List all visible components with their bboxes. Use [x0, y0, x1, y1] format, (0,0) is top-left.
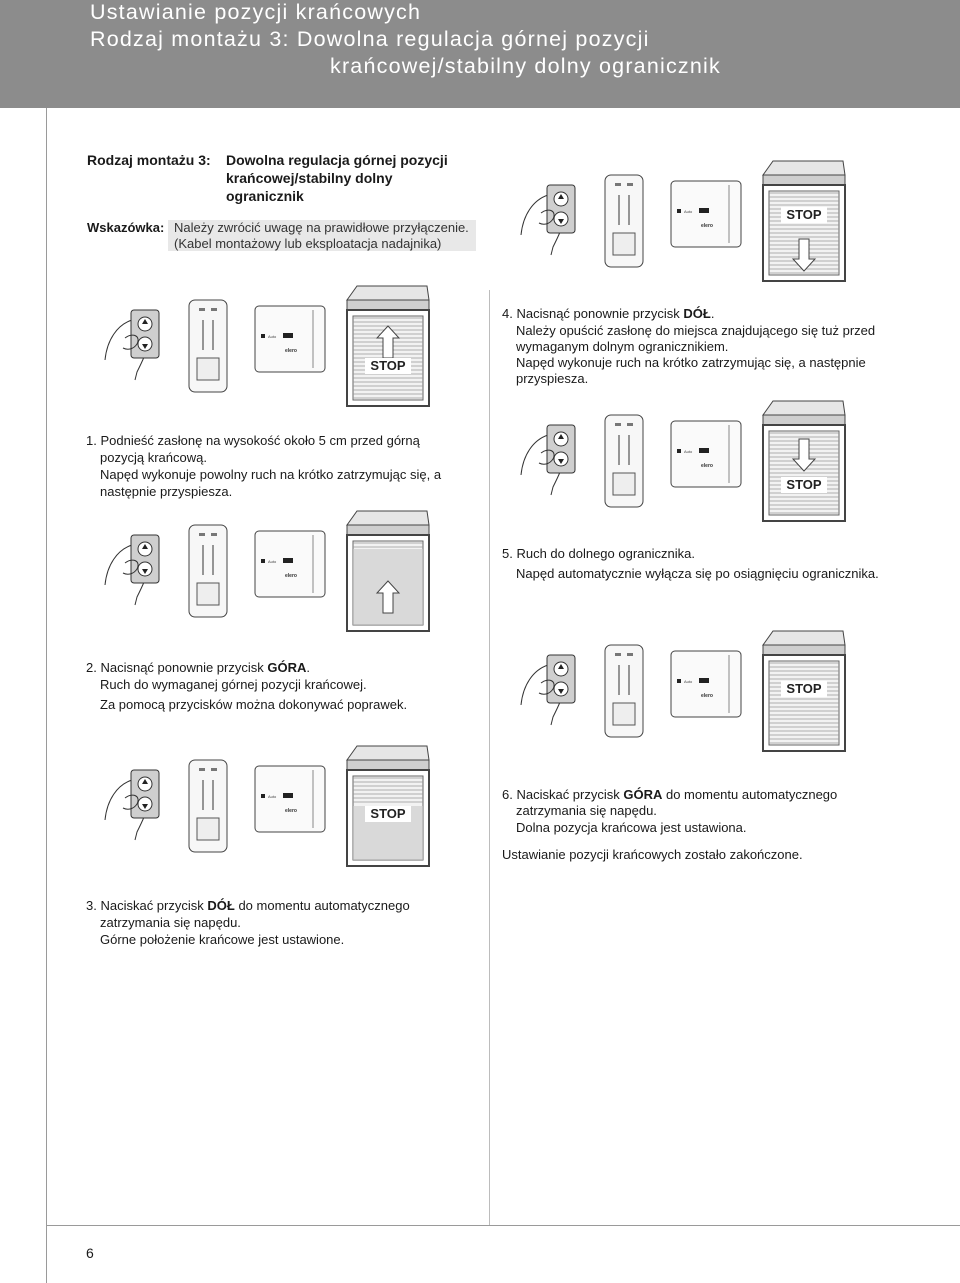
transmitter-icon	[605, 415, 643, 507]
step2-prefix: 2. Nacisnąć ponownie przycisk	[86, 660, 268, 675]
figure-step-2	[97, 505, 437, 635]
step1-line-2: pozycją krańcową.	[100, 450, 207, 465]
window-blind-icon	[763, 401, 845, 521]
step2-line-2: Ruch do wymaganej górnej pozycji krańcowej.	[100, 677, 367, 692]
transmitter-icon	[189, 300, 227, 392]
hand-remote-icon	[521, 425, 575, 495]
blind-box	[763, 631, 845, 645]
step3-line-3: Górne położenie krańcowe jest ustawione.	[100, 932, 345, 947]
mount-type-title-2: krańcowej/stabilny dolny	[226, 170, 393, 186]
step4-line-2: Należy opuścić zasłonę do miejsca znajdującego się tuż przed	[516, 323, 876, 338]
column-divider	[489, 290, 490, 1225]
step6-button-name: GÓRA	[623, 787, 663, 802]
wall-switch-icon	[671, 421, 741, 487]
note-line-1: Należy zwrócić uwagę na prawidłowe przyłączenie.	[174, 220, 469, 235]
auto-label: Auto	[268, 334, 277, 339]
stop-label: STOP	[370, 358, 406, 373]
figure-svg	[97, 740, 437, 870]
transmitter-icon	[605, 645, 643, 737]
header-band	[0, 0, 960, 108]
blind-box	[763, 161, 845, 175]
header-title-line-1: Ustawianie pozycji krańcowych	[90, 0, 422, 24]
stop-label: STOP	[786, 681, 822, 696]
note-line-2: (Kabel montażowy lub eksploatacja nadajnika)	[174, 236, 442, 251]
window-blind-icon	[347, 746, 429, 866]
brand-label: elero	[285, 348, 297, 354]
brand-label: elero	[701, 463, 713, 469]
transmitter-icon	[189, 760, 227, 852]
step4-line-1	[502, 306, 714, 322]
header-title-line-3: krańcowej/stabilny dolny ogranicznik	[330, 54, 721, 78]
blind-box	[347, 511, 429, 525]
step3-line-1	[86, 898, 410, 914]
step2-line-1	[86, 660, 310, 676]
auto-label: Auto	[684, 679, 693, 684]
step3-line-2: zatrzymania się napędu.	[100, 915, 241, 930]
figure-svg	[513, 395, 853, 525]
stop-label: STOP	[370, 806, 406, 821]
brand-label: elero	[701, 223, 713, 229]
step3-suffix: do momentu automatycznego	[234, 898, 410, 913]
hand-remote-icon	[521, 655, 575, 725]
step1-line-4: następnie przyspiesza.	[100, 484, 233, 499]
step6-line-2: zatrzymania się napędu.	[516, 803, 657, 818]
figure-svg	[97, 280, 437, 410]
stop-label: STOP	[786, 477, 822, 492]
wall-switch-icon	[255, 306, 325, 372]
brand-label: elero	[701, 693, 713, 699]
hand-remote-icon	[105, 535, 159, 605]
step4-suffix: .	[710, 306, 715, 321]
step2-line-3: Za pomocą przycisków można dokonywać poprawek.	[100, 697, 408, 712]
stop-label: STOP	[786, 207, 822, 222]
window-blind-icon	[763, 161, 845, 281]
bottom-rule	[46, 1225, 960, 1226]
brand-label: elero	[285, 573, 297, 579]
step6-prefix: 6. Naciskać przycisk	[502, 787, 624, 802]
brand-label: elero	[285, 808, 297, 814]
step6-suffix: do momentu automatycznego	[662, 787, 838, 802]
step4-prefix: 4. Nacisnąć ponownie przycisk	[502, 306, 684, 321]
hand-remote-icon	[105, 770, 159, 840]
final-note: Ustawianie pozycji krańcowych zostało zakończone.	[502, 847, 803, 862]
figure-step-5	[513, 395, 853, 525]
header-title-line-2: Rodzaj montażu 3: Dowolna regulacja górnej pozycji	[90, 27, 650, 51]
step4-line-4: Napęd wykonuje ruch na krótko zatrzymując się, a następnie	[516, 355, 866, 370]
transmitter-icon	[605, 175, 643, 267]
blind-box	[347, 746, 429, 760]
left-margin-rule	[46, 108, 47, 1283]
blind-box	[347, 286, 429, 300]
auto-label: Auto	[268, 559, 277, 564]
step4-line-3: wymaganym dolnym ogranicznikiem.	[516, 339, 729, 354]
auto-label: Auto	[268, 794, 277, 799]
step5-line-1: 5. Ruch do dolnego ogranicznika.	[502, 546, 695, 561]
hand-remote-icon	[521, 185, 575, 255]
window-blind-icon	[347, 511, 429, 631]
figure-step-3	[97, 740, 437, 870]
mount-type-title-1: Dowolna regulacja górnej pozycji	[226, 152, 448, 168]
transmitter-icon	[189, 525, 227, 617]
wall-switch-icon	[671, 651, 741, 717]
step6-line-3: Dolna pozycja krańcowa jest ustawiona.	[516, 820, 747, 835]
step3-prefix: 3. Naciskać przycisk	[86, 898, 208, 913]
blind-box	[763, 401, 845, 415]
figure-step-4	[513, 155, 853, 285]
step2-suffix: .	[306, 660, 310, 675]
step6-line-1	[502, 787, 837, 803]
step3-button-name: DÓŁ	[207, 898, 235, 913]
auto-label: Auto	[684, 449, 693, 454]
step2-button-name: GÓRA	[267, 660, 307, 675]
wall-switch-icon	[255, 766, 325, 832]
figure-svg	[513, 155, 853, 285]
wall-switch-icon	[255, 531, 325, 597]
mount-type-label: Rodzaj montażu 3:	[87, 152, 211, 168]
figure-svg	[513, 625, 853, 755]
step1-line-3: Napęd wykonuje powolny ruch na krótko zatrzymując się, a	[100, 467, 442, 482]
step1-line-1: 1. Podnieść zasłonę na wysokość około 5 cm przed górną	[86, 433, 420, 448]
page-number: 6	[86, 1245, 94, 1261]
step4-line-5: przyspiesza.	[516, 371, 589, 386]
hand-remote-icon	[105, 310, 159, 380]
step4-button-name: DÓŁ	[683, 306, 711, 321]
auto-label: Auto	[684, 209, 693, 214]
step5-line-2: Napęd automatycznie wyłącza się po osiągnięciu ogranicznika.	[516, 566, 879, 581]
window-blind-icon	[763, 631, 845, 751]
wall-switch-icon	[671, 181, 741, 247]
window-blind-icon	[347, 286, 429, 406]
figure-svg	[97, 505, 437, 635]
mount-type-title-3: ogranicznik	[226, 188, 304, 204]
figure-step-1	[97, 280, 437, 410]
note-label: Wskazówka:	[87, 220, 165, 235]
figure-step-6	[513, 625, 853, 755]
